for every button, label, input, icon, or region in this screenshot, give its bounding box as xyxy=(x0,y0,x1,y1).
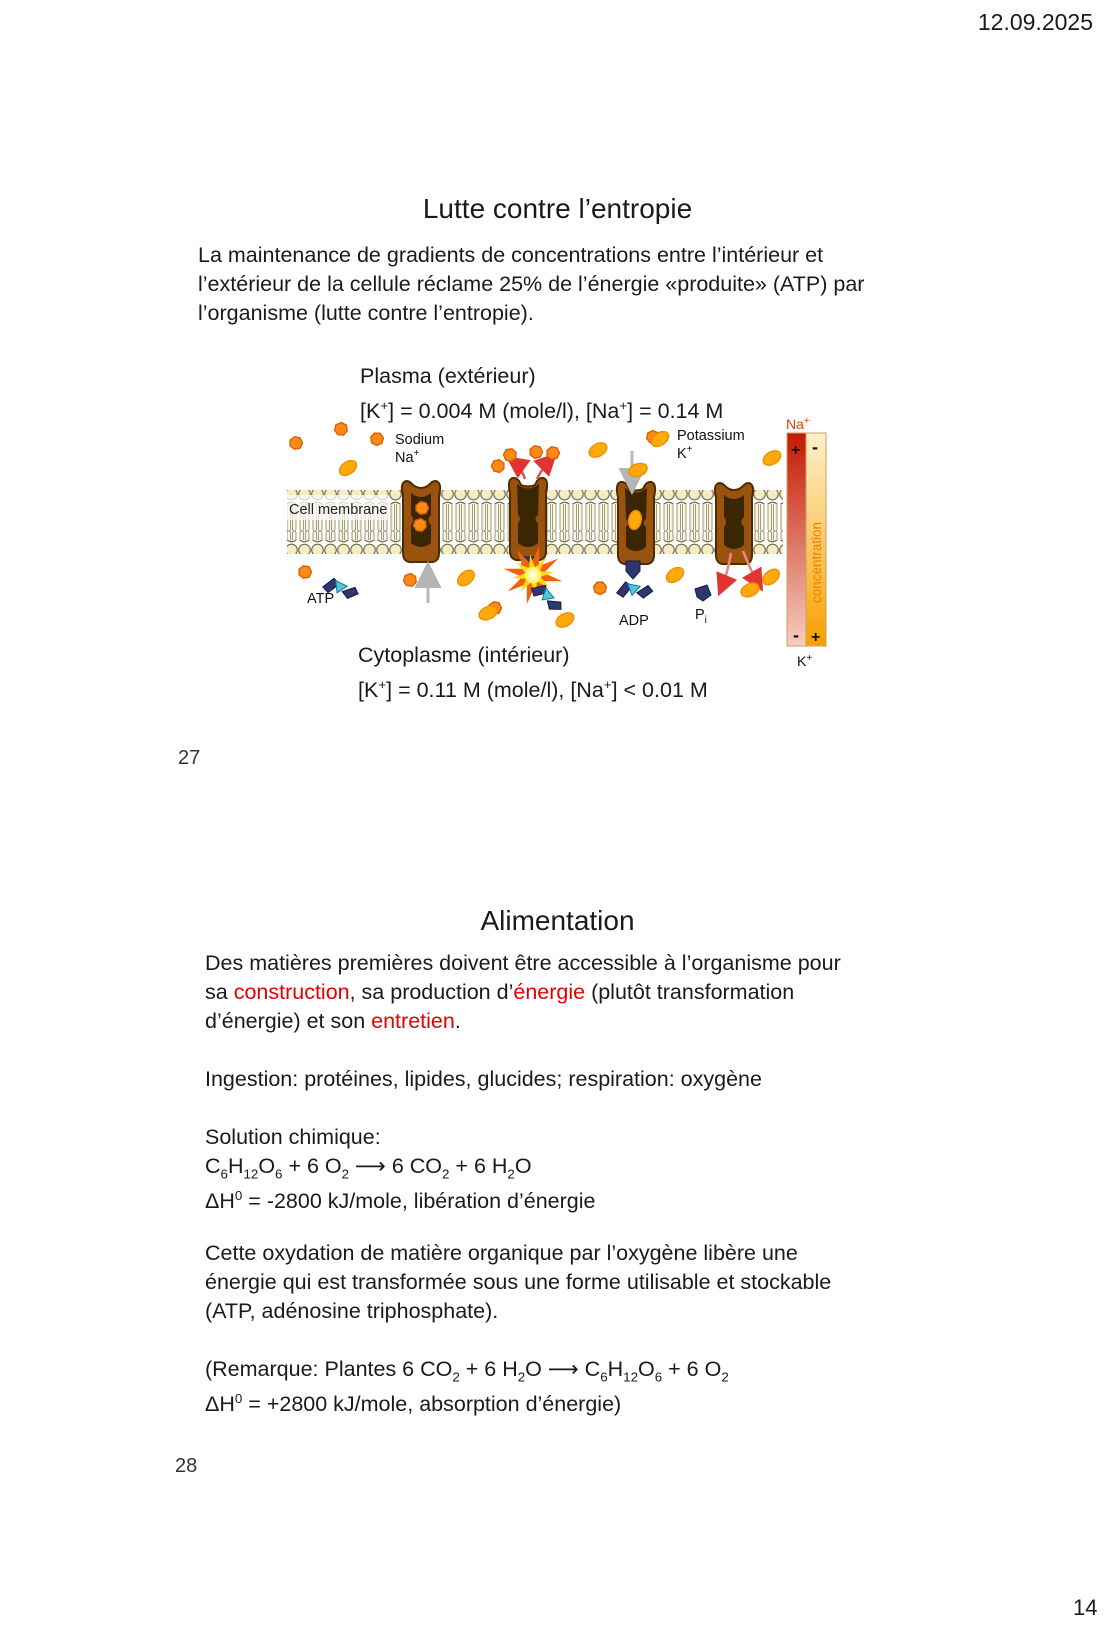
slide28-number: 28 xyxy=(175,1455,198,1477)
plasma-title: Plasma (extérieur) xyxy=(360,364,536,388)
adp-molecule-icon xyxy=(616,579,654,601)
phosphate-plug-icon xyxy=(626,561,640,579)
slide28-title: Alimentation xyxy=(480,905,635,936)
sodium-label: Sodium xyxy=(395,432,445,448)
sodium-ion-icon xyxy=(416,502,428,515)
cytoplasm-title: Cytoplasme (intérieur) xyxy=(358,643,570,667)
bar-k-label: K+ xyxy=(797,653,813,669)
slide27-paragraph xyxy=(198,241,864,328)
potassium-symbol-label: K+ xyxy=(677,444,693,462)
bar-minus-top: - xyxy=(812,437,818,457)
paragraph-line: énergie qui est transformée sous une forme utilisable et stockable xyxy=(205,1270,832,1294)
bar-plus-top: + xyxy=(791,442,801,459)
plasma-label-block xyxy=(360,362,724,424)
enthalpy-line: $\Delta H^0 = +2800$ kJ/mole, absorption d’énergie) xyxy=(205,1391,622,1417)
phosphate-icon xyxy=(695,585,711,601)
paragraph-line: Cette oxydation de matière organique par l’oxygène libère une xyxy=(205,1241,798,1265)
atp-label: ATP xyxy=(307,591,335,607)
paragraph-line: (ATP, adénosine triphosphate). xyxy=(205,1299,499,1323)
bar-minus-bottom: - xyxy=(793,625,799,645)
slide28-body xyxy=(205,949,841,1417)
paragraph-line: Solution chimique: xyxy=(205,1125,381,1149)
plasma-concentrations: [K+] = 0.004 M (mole/l), [Na+] = 0.14 M xyxy=(360,398,724,424)
chemical-equation: (Remarque: Plantes 6 $CO_2 + 6$ $H_2O$ ⟶ $C_6H_{12}O_6 + 6$ $O_2$ xyxy=(205,1357,729,1385)
sodium-symbol-label: Na+ xyxy=(395,448,420,466)
blank-line xyxy=(205,1036,841,1065)
sodium-release-arrow xyxy=(537,460,550,479)
sodium-release-arrow xyxy=(514,462,525,479)
concentration-label: concentration xyxy=(809,521,824,603)
bar-plus-bottom: + xyxy=(811,629,821,646)
blank-line xyxy=(205,1094,841,1123)
bar-na-label: Na+ xyxy=(786,417,810,432)
chemical-equation: $C_6H_{12}O_6 + 6$ $O_2$ ⟶ 6 $CO_2 + 6$ $H_2O$ xyxy=(205,1154,532,1182)
blank-line xyxy=(205,1326,841,1355)
paragraph-line: d’énergie) et son entretien. xyxy=(205,1009,461,1033)
na-gradient-bar xyxy=(787,433,806,646)
pump-protein-2 xyxy=(509,478,547,560)
paragraph-line: Des matières premières doivent être accessible à l’organisme pour xyxy=(205,951,841,975)
paragraph-line: Ingestion: protéines, lipides, glucides; respiration: oxygène xyxy=(205,1067,762,1091)
gradient-bar xyxy=(786,417,826,669)
blank-line xyxy=(205,1210,841,1239)
cytoplasm-label-block xyxy=(358,641,708,703)
paragraph-line: sa construction, sa production d’énergie (plutôt transformation xyxy=(205,980,795,1004)
enthalpy-line: $\Delta H^0 = -2800$ kJ/mole, libération d’énergie xyxy=(205,1188,596,1214)
potassium-label: Potassium xyxy=(677,428,745,444)
adp-label: ADP xyxy=(619,613,649,629)
slide27-title: Lutte contre l’entropie xyxy=(422,193,693,224)
pi-label: $P_i$ xyxy=(695,607,707,626)
slide27-number: 27 xyxy=(178,747,201,769)
paragraph-line: l’organisme (lutte contre l’entropie). xyxy=(198,301,534,325)
cytoplasm-concentrations: [K+] = 0.11 M (mole/l), [Na+] < 0.01 M xyxy=(358,677,708,703)
paragraph-line: l’extérieur de la cellule réclame 25% de l’énergie «produite» (ATP) par xyxy=(198,272,865,296)
pump-protein-4 xyxy=(715,483,753,564)
document-page-number: 14 xyxy=(1073,1595,1098,1620)
membrane-pump-diagram xyxy=(285,417,830,672)
paragraph-line: La maintenance de gradients de concentrations entre l’intérieur et xyxy=(198,243,824,267)
cell-membrane-label: Cell membrane xyxy=(289,502,388,518)
header-date: 12.09.2025 xyxy=(977,9,1093,35)
